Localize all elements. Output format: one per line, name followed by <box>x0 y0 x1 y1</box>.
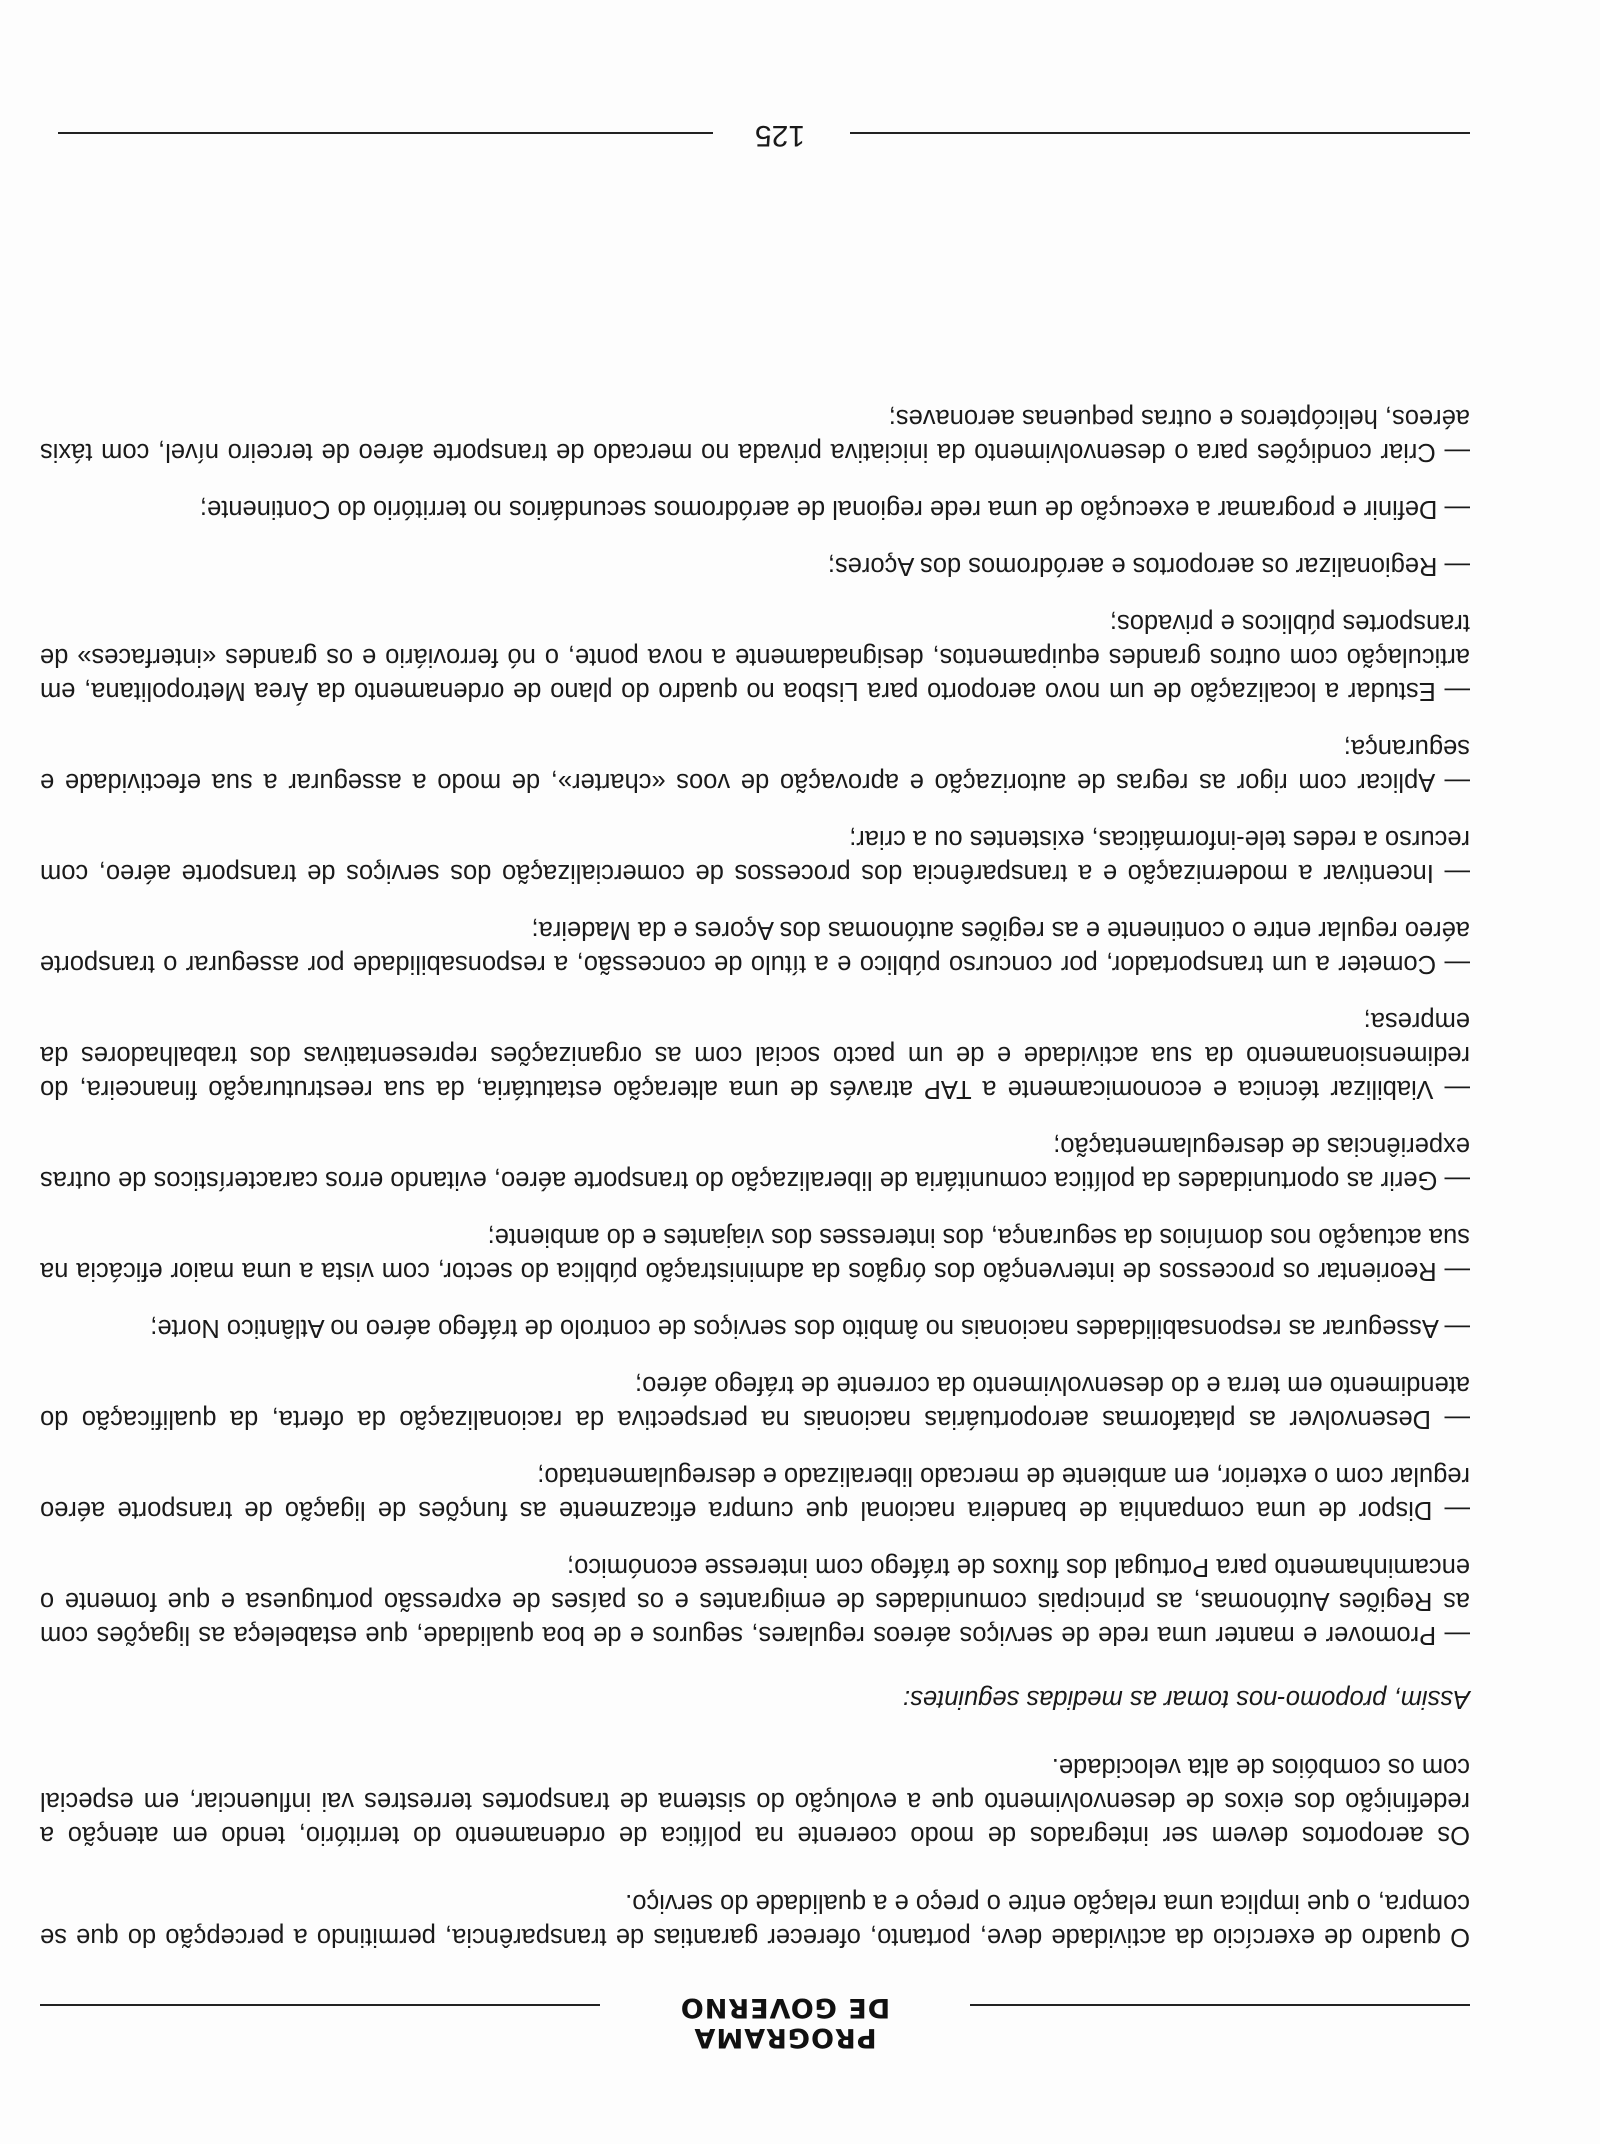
measure-item: — Viabilizar técnica e economicamente a TAP através de uma alteração estatutária, da sua reestruturação financeira, do redimensionamento da sua actividade e de um pacto social com as organizações representativas dos trabalhadores da empresa; <box>40 1007 1470 1103</box>
measure-item: — Incentivar a modernização e a transparência dos processos de comercialização dos serviços de transporte aéreo, com recurso a redes tele-informáticas, existentes ou a criar; <box>40 825 1470 887</box>
header-title-line1: PROGRAMA <box>693 2022 877 2053</box>
measure-item: — Desenvolver as plataformas aeroportuárias nacionais na perspectiva da racionalização da oferta, da qualificação do atendimento em terra e do desenvolvimento da corrente de tráfego aéreo; <box>40 1371 1470 1433</box>
measures-intro: Assim, propomo-nos tomar as medidas seguintes: <box>903 1685 1470 1713</box>
measure-item: — Assegurar as responsabilidades nacionais no âmbito dos serviços de controlo de tráfego aéreo no Atlântico Norte; <box>150 1314 1470 1342</box>
measure-item: — Aplicar com rigor as regras de autorização e aprovação de voos «charter», de modo a assegurar a sua efectividade e segurança; <box>40 734 1470 796</box>
measure-item: — Estudar a localização de um novo aeroporto para Lisboa no quadro do plano de ordenamento da Área Metropolitana, em articulação com outros grandes equipamentos, designadamente a nova ponte, o nó ferroviário e os grandes «interfaces» de transportes públicos e privados; <box>40 609 1470 705</box>
header-rule-left <box>970 2004 1470 2006</box>
paragraph-aeroportos: Os aeroportos devem ser integrados de modo coerente na política de ordenamento do território, tendo em atenção a redefinição dos eixos de desenvolvimento que a evolução do sistema de transportes terrestres vai influenciar, em especial com os combóios de alta velocidade. <box>40 1753 1470 1849</box>
measure-item: — Reorientar os processos de intervenção dos órgãos da administração pública do sector, com vista a uma maior eficácia na sua actuação nos domínios da segurança, dos interesses dos viajantes e do ambiente; <box>40 1223 1470 1285</box>
measure-item: — Gerir as oportunidades da política comunitária de liberalização do transporte aéreo, evitando erros característicos de outras experiências de desregulamentação; <box>40 1132 1470 1194</box>
page-number: 125 <box>754 119 806 152</box>
measure-item: — Regionalizar os aeroportos e aeródromos dos Açores; <box>827 552 1470 580</box>
footer-rule-right <box>58 132 713 134</box>
measure-item: — Promover e manter uma rede de serviços aéreos regulares, seguros e de boa qualidade, que estabeleça as ligações com as Regiões Autónomas, as principais comunidades de emigrantes e os países de expressão portuguesa e que fomente o encaminhamento para Portugal dos fluxos de tráfego com interesse económico; <box>40 1553 1470 1649</box>
measure-item: — Criar condições para o desenvolvimento da iniciativa privada no mercado de transporte aéreo de terceiro nível, com táxis aéreos, helicópteros e outras pequenas aeronaves; <box>40 404 1470 466</box>
body-text <box>40 378 1470 1954</box>
header-rule-right <box>40 2004 600 2006</box>
paragraph-quadro: O quadro de exercício da actividade deve, portanto, oferecer garantias de transparência, permitindo a percepção do que se compra, o que implica uma relação entre o preço e a qualidade do serviço. <box>40 1889 1470 1951</box>
page-header <box>50 1982 1470 2052</box>
measure-item: — Cometer a um transportador, por concurso público e a título de concessão, a responsabilidade por assegurar o transporte aéreo regular entre o continente e as regiões autónomas dos Açores e da Madeira; <box>40 916 1470 978</box>
page-footer <box>40 114 1470 154</box>
header-title <box>620 1992 950 2052</box>
measure-item: — Dispor de uma companhia de bandeira nacional que cumpra eficazmente as funções de ligação de transporte aéreo regular com o exterior, em ambiente de mercado liberalizado e desregulamentado; <box>40 1462 1470 1524</box>
footer-rule-left <box>850 132 1470 134</box>
header-title-line2: DE GOVERNO <box>679 1992 891 2023</box>
measure-item: — Definir e programar a execução de uma rede regional de aeródromos secundários no território do Continente; <box>199 495 1470 523</box>
